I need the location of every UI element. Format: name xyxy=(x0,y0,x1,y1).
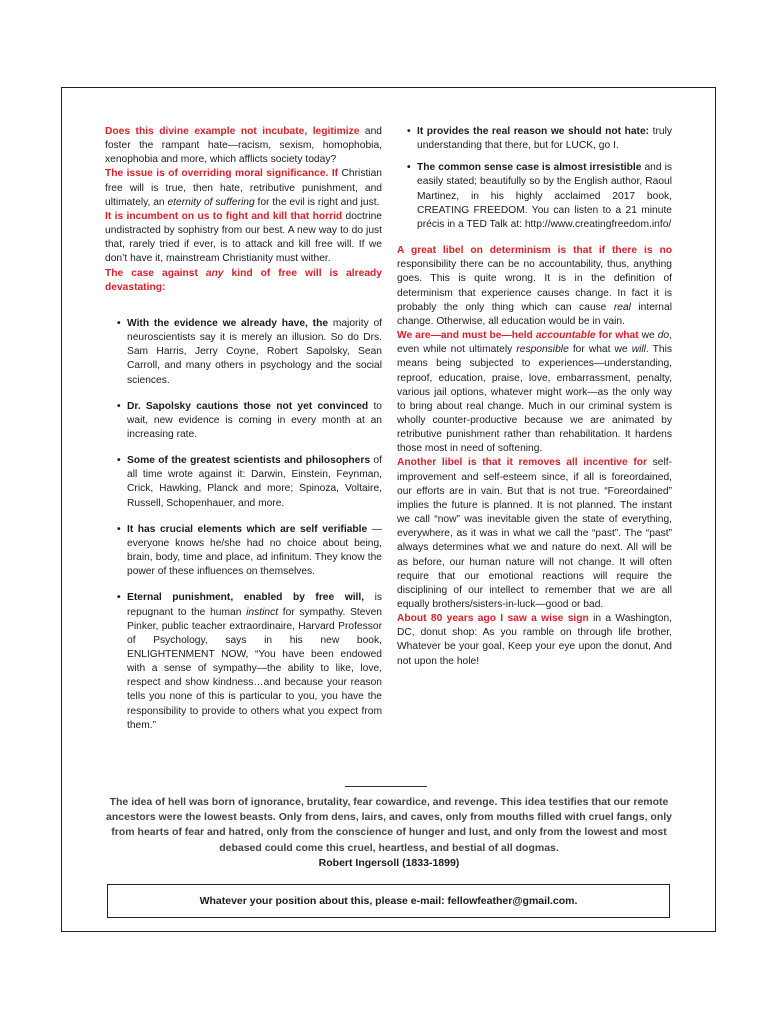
list-item-lead: The common sense case is almost irresistible xyxy=(417,162,642,174)
right-column xyxy=(397,125,672,669)
paragraph-lead: Another libel is that it removes all incentive for xyxy=(397,457,647,469)
paragraph-lead: We are—and must be—held xyxy=(397,330,536,342)
list-item-text: of all time wrote against it: Darwin, Einstein, Feynman, Crick, Hawking, Planck and more; Spinoza, Voltaire, Russell, Schopenhauer, and more. xyxy=(127,455,382,509)
paragraph-moral-significance xyxy=(105,167,382,209)
bullet-icon: • xyxy=(117,317,121,329)
paragraph-text: , even while not ultimately xyxy=(397,330,672,356)
list-item-text: for sympathy. Steven Pinker, public teacher extraordinaire, Harvard Professor of Psychology, says in his new book, ENLIGHTENMENT NOW, “You have been endowed with a sense of sympathy—the ability to like, love, respect and show kindness…and because your reason tells you none of this is particular to you, you have the responsibility to provide to others what you expect from them.” xyxy=(127,606,382,731)
list-item-text: truly understanding that there, but for LUCK, go I. xyxy=(417,126,672,152)
list-item-lead: It provides the real reason we should not hate: xyxy=(417,126,650,137)
paragraph-text: for what we xyxy=(568,344,632,356)
list-item xyxy=(397,125,672,153)
bullet-icon: • xyxy=(117,523,121,535)
left-column xyxy=(105,125,382,745)
bullet-icon: • xyxy=(117,400,121,412)
paragraph-lead-emphasis: accountable xyxy=(535,330,596,342)
list-item xyxy=(117,317,382,388)
list-item xyxy=(397,161,672,232)
paragraph-text: we xyxy=(641,330,658,342)
heading-text: The case against xyxy=(105,267,206,279)
list-item xyxy=(117,591,382,733)
contact-text: Whatever your position about this, please e-mail: fellowfeather@gmail.com. xyxy=(199,895,578,907)
paragraph-lead: A great libel on determinism is that if there is no xyxy=(397,245,672,257)
contact-box xyxy=(107,884,670,918)
paragraph-libel-determinism xyxy=(397,244,672,329)
list-item-text: majority of neuroscientists say it is merely an illusion. So do Drs. Sam Harris, Jerry Coyne, Robert Sapolsky, Sean Carroll, and many others in psychology and the social sciences. xyxy=(127,317,382,386)
paragraph-another-libel xyxy=(397,456,672,612)
ingersoll-quote: The idea of hell was born of ignorance, brutality, fear cowardice, and revenge. This idea testifies that our remote ancestors were the lowest beasts. Only from dens, lairs, and caves, only from mouths filled with cruel fangs, only from hearts of fear and hatred, only from the conscience of hunger and lust, and only from the lowest and most debased could come this cruel, heartless, and bestial of all dogmas. xyxy=(106,796,672,854)
list-item-text: —everyone knows he/she had no choice about being, brain, body, time and place, ad infinitum. They know the power of these influences on themselves. xyxy=(127,523,382,578)
paragraph-text: doctrine undistracted by sophistry from our best. A new way to do just that, rarely tried if ever, is to attack and kill free will. If we don’t have it, mainstream Christianity must wither. xyxy=(105,210,382,265)
paragraph-accountable xyxy=(397,329,672,456)
list-item-lead: Some of the greatest scientists and philosophers xyxy=(127,455,371,467)
heading-text: kind of free will is already devastating: xyxy=(105,267,382,293)
list-item-emphasis: instinct xyxy=(246,606,279,618)
list-item-text: to wait, new evidence is coming in every month at an increasing rate. xyxy=(127,400,382,440)
bullet-icon: • xyxy=(117,592,121,604)
paragraph-text: for the evil is right and just. xyxy=(254,196,380,208)
paragraph-text: self-improvement and self-esteem since, if all is foreordained, our efforts are in vain. But that is not true. “Foreordained” implies the future is planned. It is not planned. The instant we call “now” was inevitable given the state of everything, everywhere, as it was in what we call the “past”. The “past” always determines what we and nature do next. All will be as before, our human nature will not change. It will often require that our emotional reactions will require the disciplining of our intellect to remember that we are all equally brothers/sisters-in-luck—good or bad. xyxy=(397,457,672,610)
quote-author: Robert Ingersoll (1833-1899) xyxy=(318,857,460,869)
paragraph-incumbent xyxy=(105,210,382,267)
list-item-lead: It has crucial elements which are self verifiable xyxy=(127,523,368,535)
paragraph-text: responsibility there can be no accountability, thus, anything goes. This is quite wrong. It is in the definition of determinism that experience causes change. In fact it is probably the only thing which can cause xyxy=(397,259,672,313)
list-item-lead: With the evidence we already have, the xyxy=(127,317,329,329)
paragraph-text: and foster the rampant hate—racism, sexism, homophobia, xenophobia and more, which afflicts society today? xyxy=(105,126,382,166)
paragraph-wise-sign xyxy=(397,612,672,669)
list-item xyxy=(117,454,382,511)
paragraph-lead: It is incumbent on us to fight and kill that horrid xyxy=(105,210,343,222)
heading-case-against xyxy=(105,267,382,295)
list-item-lead: Eternal punishment, enabled by free will, xyxy=(127,592,365,604)
heading-emphasis: any xyxy=(205,267,224,279)
reasons-list xyxy=(397,125,672,232)
list-item xyxy=(117,523,382,580)
list-item xyxy=(117,400,382,442)
paragraph-text: Christian free will is true, then hate, retributive punishment, and ultimately, an xyxy=(105,168,382,208)
paragraph-emphasis: responsible xyxy=(516,344,569,356)
paragraph-lead: About 80 years ago I saw a wise sign xyxy=(397,613,589,625)
evidence-list xyxy=(105,317,382,733)
paragraph-emphasis: will xyxy=(631,344,646,356)
paragraph-lead: The issue is of overriding moral significance. If xyxy=(105,168,339,180)
paragraph-text: internal change. Otherwise, all education would be in vain. xyxy=(397,301,672,327)
list-item-text: and is easily stated; beautifully so by the English author, Raoul Martinez, in his highly acclaimed 2017 book, CREATING FREEDOM. You can listen to a 21 minute précis in a TED Talk at: http://www.creatingfreedom.info/ xyxy=(417,162,672,230)
list-item-lead: Dr. Sapolsky cautions those not yet convinced xyxy=(127,400,369,412)
bullet-icon: • xyxy=(117,455,121,467)
paragraph-text: in a Washington, DC, donut shop: As you ramble on through life brother, Whatever be your goal, Keep your eye upon the donut, And not upon the hole! xyxy=(397,613,672,667)
paragraph-divine-example xyxy=(105,125,382,167)
paragraph-emphasis: eternity of suffering xyxy=(167,196,255,208)
bullet-icon: • xyxy=(407,126,411,137)
paragraph-emphasis: real xyxy=(613,301,631,313)
bullet-icon: • xyxy=(407,162,411,174)
divider xyxy=(345,786,427,787)
paragraph-lead: for what xyxy=(595,330,639,342)
paragraph-lead: Does this divine example not incubate, legitimize xyxy=(105,126,360,137)
paragraph-text: . This means being subjected to experiences—understanding, reproof, education, praise, love, embarrassment, penalty, various jail options, whatever might work—as the only way to bring about real change. Much in our criminal system is wholly counter-productive because we are animated by retributive punishment rather than rehabilitation. It hardens those most in need of softening. xyxy=(397,344,672,455)
paragraph-emphasis: do xyxy=(657,330,670,342)
list-item-text: is repugnant to the human xyxy=(127,592,383,618)
